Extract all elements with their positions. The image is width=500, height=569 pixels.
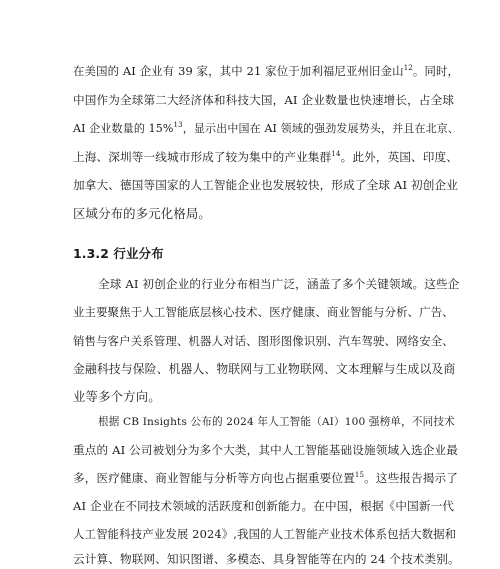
body-paragraph-line: 上海、深圳等一线城市形成了较为集中的产业集群$^{14}$。此外，英国、印度、 bbox=[73, 150, 459, 164]
body-paragraph-line: 重点的 AI 公司被划分为多个大类，其中人工智能基础设施领域入选企业最 bbox=[73, 443, 458, 457]
footnote-ref: 12 bbox=[403, 64, 413, 72]
body-paragraph-line: 人工智能科技产业发展 2024》,我国的人工智能产业技术体系包括大数据和 bbox=[73, 527, 457, 541]
body-paragraph-line: 全球 AI 初创企业的行业分布相当广泛，涵盖了多个关键领域。这些企 bbox=[98, 277, 460, 291]
body-paragraph-line: 云计算、物联网、知识图谱、多模态、具身智能等在内的 24 个技术类别。 bbox=[73, 552, 460, 566]
footnote-ref: 13 bbox=[173, 121, 183, 129]
body-paragraph-line: 加拿大、德国等国家的人工智能企业也发展较快，形成了全球 AI 初创企业 bbox=[73, 178, 458, 192]
body-paragraph-line: 多，医疗健康、商业智能与分析等方向也占据重要位置$^{15}$。这些报告揭示了 bbox=[73, 471, 459, 485]
body-paragraph-line: 业等多个方向。 bbox=[73, 389, 161, 404]
body-paragraph-line: 业主要聚焦于人工智能底层核心技术、医疗健康、商业智能与分析、广告、 bbox=[73, 305, 454, 319]
section-heading: 1.3.2 行业分布 bbox=[73, 246, 164, 261]
body-paragraph-line: 金融科技与保险、机器人、物联网与工业物联网、文本理解与生成以及商 bbox=[73, 362, 456, 376]
body-paragraph-line: 根据 CB Insights 公布的 2024 年人工智能（AI）100 强榜单，不同技术 bbox=[98, 416, 455, 428]
body-paragraph-line: 在美国的 AI 企业有 39 家，其中 21 家位于加利福尼亚州旧金山$^{12}$。同时， bbox=[73, 64, 460, 78]
footnote-ref: 14 bbox=[331, 150, 341, 158]
body-paragraph-line: 销售与客户关系管理、机器人对话、图形图像识别、汽车驾驶、网络安全、 bbox=[73, 334, 454, 348]
body-paragraph-line: AI 企业数量的 15%$^{13}$，显示出中国在 AI 领域的强劲发展势头，并且在北京、 bbox=[73, 121, 460, 135]
body-paragraph-line: AI 企业在不同技术领域的活跃度和创新能力。在中国，根据《中国新一代 bbox=[73, 499, 455, 513]
footnote-ref: 15 bbox=[354, 471, 365, 479]
body-paragraph-line: 区域分布的多元化格局。 bbox=[73, 206, 211, 221]
body-paragraph-line: 中国作为全球第二大经济体和科技大国，AI 企业数量也快速增长，占全球 bbox=[73, 93, 455, 107]
